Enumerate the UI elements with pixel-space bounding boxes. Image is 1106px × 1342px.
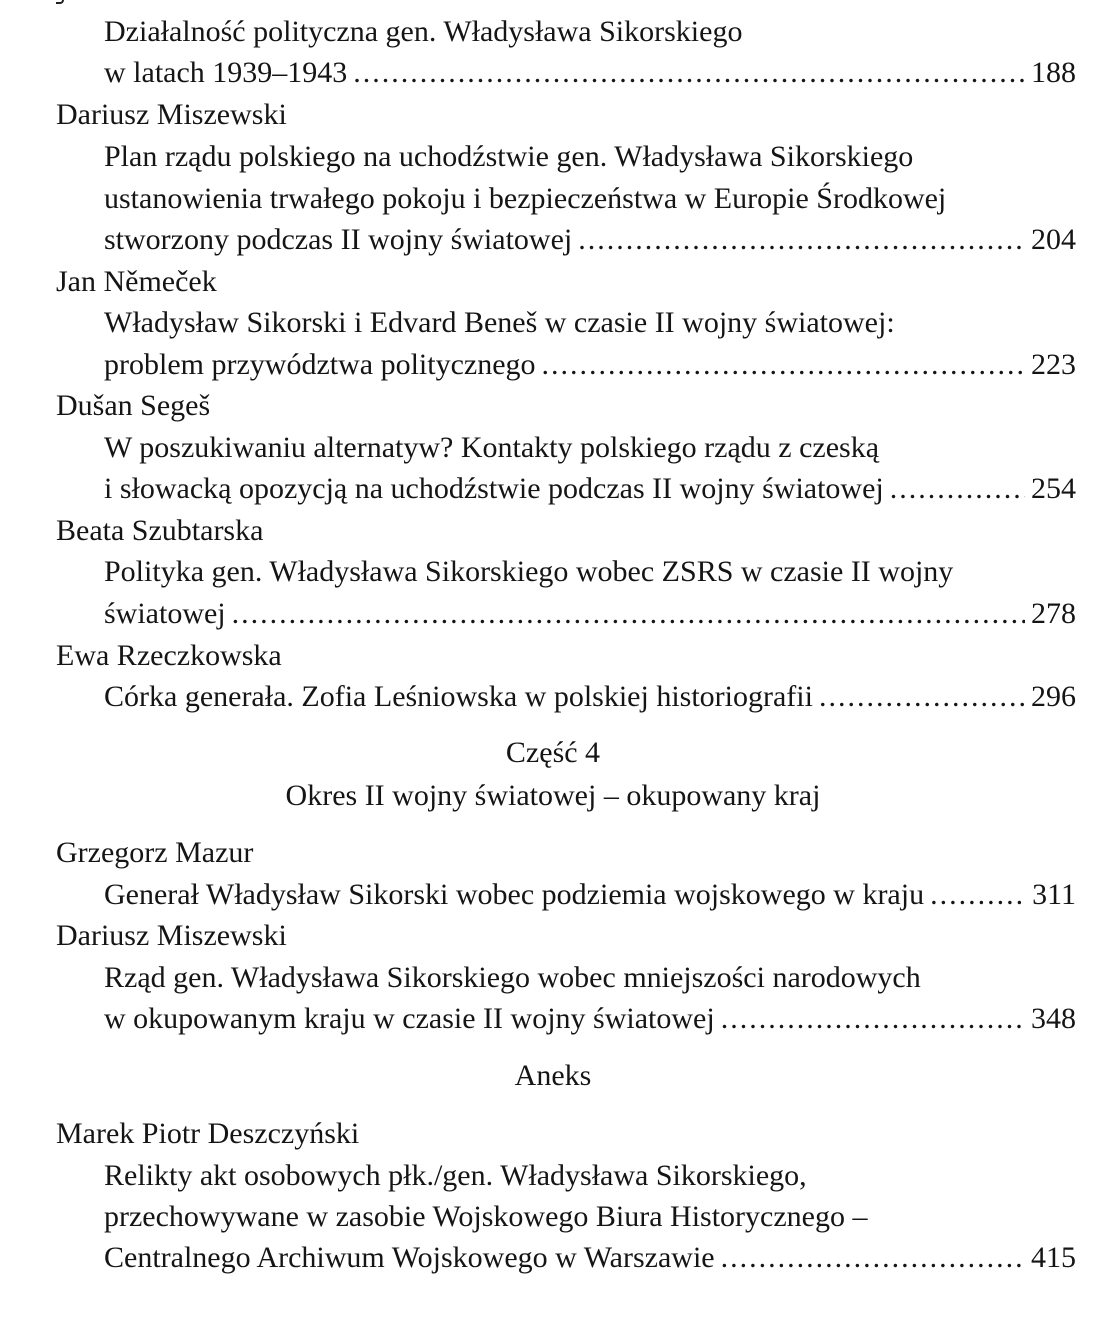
toc-entry-final-line[interactable]: [0, 875, 1106, 915]
toc-entry-title-end: w latach 1939–1943: [104, 56, 348, 89]
toc-entry-title-end: Centralnego Archiwum Wojskowego w Warszawie: [104, 1241, 715, 1274]
section-heading-part-4: Część 4: [505, 736, 601, 769]
toc-entry-title-end: w okupowanym kraju w czasie II wojny światowej: [104, 1002, 715, 1035]
toc-entry-title-end: problem przywództwa politycznego: [104, 348, 536, 381]
dot-leader: [353, 53, 1025, 93]
toc-entry-title-end: stworzony podczas II wojny światowej: [104, 223, 573, 256]
toc-entry-author: Dariusz Miszewski: [56, 919, 287, 952]
page-number: 311: [1032, 878, 1076, 911]
toc-entry-title-line: Polityka gen. Władysława Sikorskiego wobec ZSRS w czasie II wojny: [104, 555, 954, 588]
dot-leader: [819, 677, 1025, 717]
page-number: 415: [1031, 1241, 1076, 1274]
toc-entry-title-line: W poszukiwaniu alternatyw? Kontakty polskiego rządu z czeską: [104, 431, 880, 464]
dot-leader: [542, 345, 1025, 385]
toc-entry-title-line: Władysław Sikorski i Edvard Beneš w czasie II wojny światowej:: [104, 306, 895, 339]
toc-entry-author: Beata Szubtarska: [56, 514, 264, 547]
dot-leader: [721, 1238, 1025, 1278]
toc-entry-author: Dariusz Miszewski: [56, 98, 287, 131]
dot-leader: [930, 875, 1026, 915]
toc-entry-title-line: Działalność polityczna gen. Władysława Sikorskiego: [104, 15, 743, 48]
toc-entry-title-line: przechowywane w zasobie Wojskowego Biura Historycznego –: [104, 1200, 868, 1233]
toc-entry-final-line[interactable]: [0, 594, 1106, 634]
page-number: 296: [1031, 680, 1076, 713]
toc-entry-final-line[interactable]: [0, 1238, 1106, 1278]
dot-leader: [232, 594, 1025, 634]
page-number: 254: [1031, 472, 1076, 505]
toc-entry-title-line: Relikty akt osobowych płk./gen. Władysława Sikorskiego,: [104, 1159, 807, 1192]
toc-entry-title-end: i słowacką opozycją na uchodźstwie podczas II wojny światowej: [104, 472, 884, 505]
toc-entry-author: Jan Němeček: [56, 265, 217, 298]
toc-entry-final-line[interactable]: [0, 345, 1106, 385]
toc-entry-final-line[interactable]: [0, 469, 1106, 509]
page-number: 188: [1031, 56, 1076, 89]
toc-entry-final-line[interactable]: [0, 999, 1106, 1039]
toc-entry-final-line[interactable]: [0, 677, 1106, 717]
toc-entry-title-line: Rząd gen. Władysława Sikorskiego wobec mniejszości narodowych: [104, 961, 921, 994]
section-subtitle-part-4: Okres II wojny światowej – okupowany kraj: [285, 779, 821, 812]
page-number: 223: [1031, 348, 1076, 381]
toc-entry-title-line: Plan rządu polskiego na uchodźstwie gen. Władysława Sikorskiego: [104, 140, 914, 173]
cropped-glyph-fragment: [56, 0, 64, 4]
toc-entry-author: Dušan Segeš: [56, 389, 211, 422]
page-number: 204: [1031, 223, 1076, 256]
section-heading-annex: Aneks: [514, 1059, 592, 1092]
page-number: 348: [1031, 1002, 1076, 1035]
toc-entry-title-end: światowej: [104, 597, 226, 630]
toc-entry-author: Grzegorz Mazur: [56, 836, 254, 869]
toc-entry-author: Marek Piotr Deszczyński: [56, 1117, 360, 1150]
dot-leader: [890, 469, 1025, 509]
toc-entry-title-line: ustanowienia trwałego pokoju i bezpieczeństwa w Europie Środkowej: [104, 182, 947, 215]
dot-leader: [721, 999, 1025, 1039]
toc-entry-author: Ewa Rzeczkowska: [56, 639, 282, 672]
toc-entry-final-line[interactable]: [0, 220, 1106, 260]
page-number: 278: [1031, 597, 1076, 630]
toc-entry-title-end: Córka generała. Zofia Leśniowska w polskiej historiografii: [104, 680, 813, 713]
dot-leader: [578, 220, 1025, 260]
toc-entry-final-line[interactable]: [0, 53, 1106, 93]
toc-entry-title-end: Generał Władysław Sikorski wobec podziemia wojskowego w kraju: [104, 878, 925, 911]
